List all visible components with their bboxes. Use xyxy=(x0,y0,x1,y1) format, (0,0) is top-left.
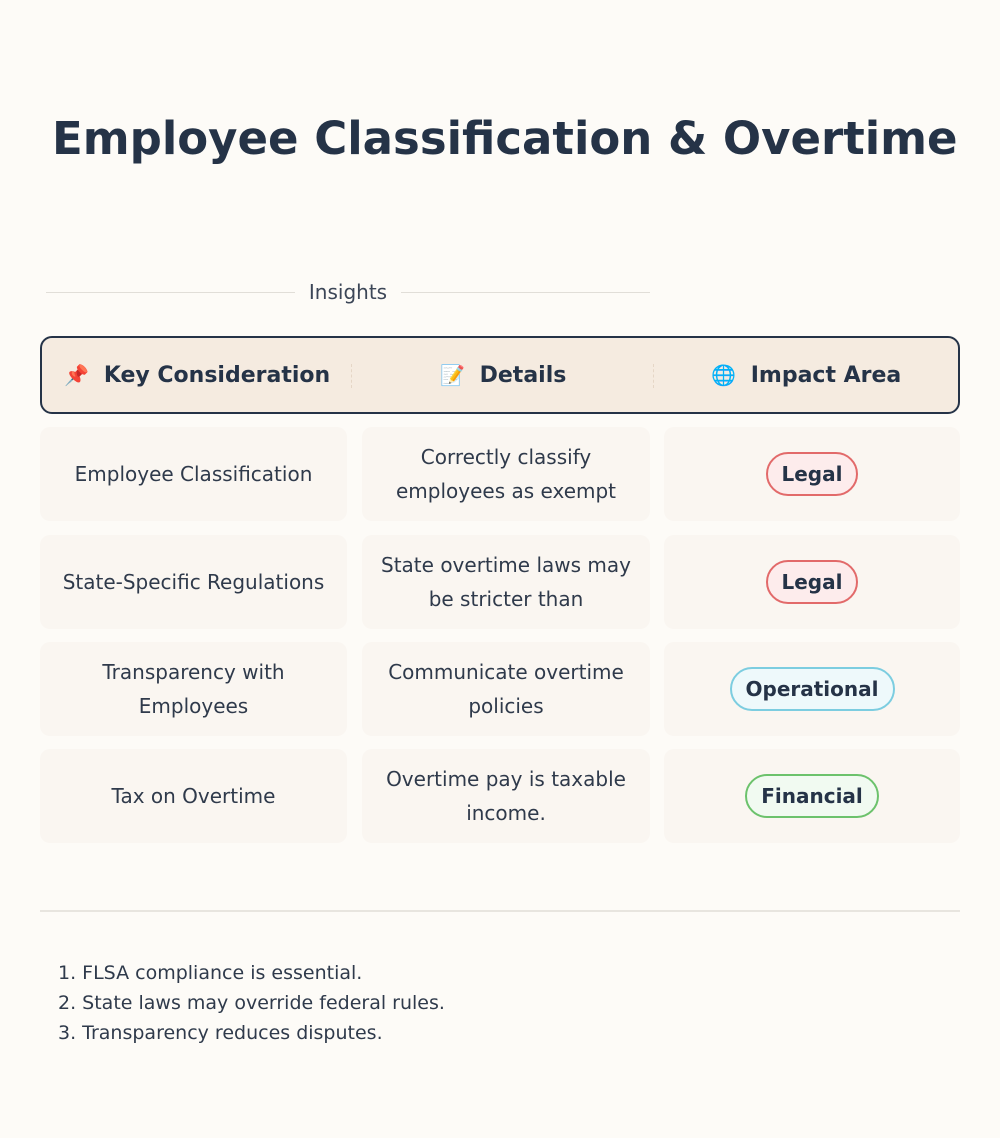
notes-list xyxy=(58,958,445,1048)
impact-badge-legal: Legal xyxy=(766,452,859,496)
details-cell xyxy=(362,535,650,629)
consideration-cell xyxy=(40,535,347,629)
details-cell xyxy=(362,427,650,521)
divider-line-right xyxy=(401,292,650,293)
note-item: 2. State laws may override federal rules. xyxy=(58,992,445,1014)
consideration-text: Transparency with Employees xyxy=(102,660,285,718)
pushpin-icon: 📌 xyxy=(64,363,90,387)
table-row xyxy=(40,427,960,521)
consideration-cell xyxy=(40,427,347,521)
consideration-text: State-Specific Regulations xyxy=(62,570,325,594)
impact-badge-legal: Legal xyxy=(766,560,859,604)
details-cell xyxy=(362,749,650,843)
impact-cell xyxy=(664,749,960,843)
consideration-text: Employee Classification xyxy=(74,462,313,486)
consideration-cell xyxy=(40,749,347,843)
consideration-cell xyxy=(40,642,347,736)
memo-icon: 📝 xyxy=(440,363,466,387)
header-label: Key Consideration xyxy=(103,362,331,388)
table-header xyxy=(40,336,960,414)
section-label: Insights xyxy=(308,280,388,304)
impact-cell xyxy=(664,535,960,629)
header-label: Details xyxy=(479,362,567,388)
details-text: Overtime pay is taxable income. xyxy=(386,767,626,825)
page-title: Employee Classification & Overtime xyxy=(52,112,958,165)
impact-cell xyxy=(664,427,960,521)
note-item: 1. FLSA compliance is essential. xyxy=(58,962,363,984)
header-details xyxy=(352,338,654,412)
details-text: Communicate overtime policies xyxy=(388,660,624,718)
consideration-text: Tax on Overtime xyxy=(111,784,276,808)
header-impact-area xyxy=(654,338,958,412)
globe-icon: 🌐 xyxy=(711,363,737,387)
table-row xyxy=(40,535,960,629)
divider-line-left xyxy=(46,292,295,293)
footer-divider xyxy=(40,910,960,912)
impact-cell xyxy=(664,642,960,736)
table-row xyxy=(40,749,960,843)
details-text: Correctly classify employees as exempt xyxy=(395,445,617,503)
section-divider xyxy=(46,276,650,308)
header-key-consideration xyxy=(42,338,352,412)
impact-badge-operational: Operational xyxy=(730,667,895,711)
note-item: 3. Transparency reduces disputes. xyxy=(58,1022,383,1044)
header-label: Impact Area xyxy=(750,362,902,388)
details-text: State overtime laws may be stricter than xyxy=(381,553,631,611)
details-cell xyxy=(362,642,650,736)
impact-badge-financial: Financial xyxy=(745,774,879,818)
table-row xyxy=(40,642,960,736)
